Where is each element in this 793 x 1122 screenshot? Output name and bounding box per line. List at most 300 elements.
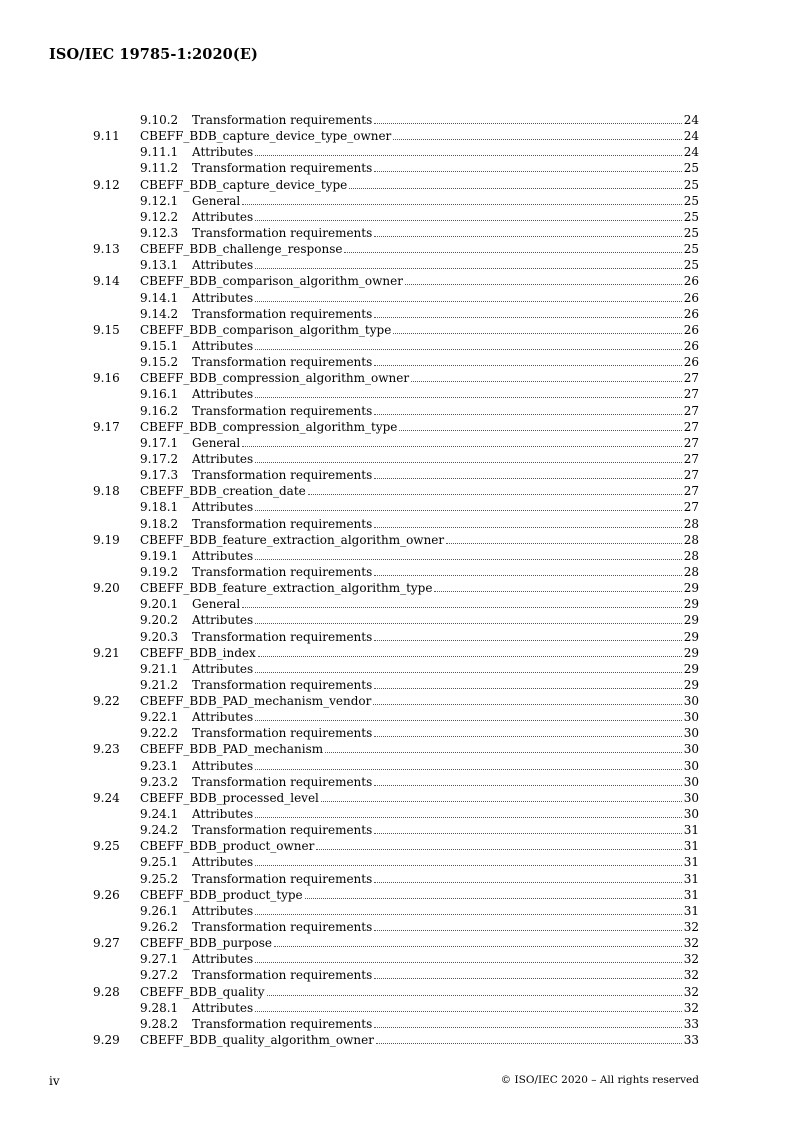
toc-entry-title[interactable]: CBEFF_BDB_feature_extraction_algorithm_type xyxy=(140,581,433,596)
toc-entry-title[interactable]: Attributes xyxy=(192,661,254,676)
toc-entry-number: 9.15.2 xyxy=(140,355,179,370)
toc-entry[interactable] xyxy=(0,806,793,822)
toc-dot-leader xyxy=(434,591,681,592)
toc-entry-line xyxy=(192,903,699,919)
toc-entry[interactable] xyxy=(0,790,793,806)
toc-entry-number: 9.14 xyxy=(93,274,120,289)
toc-entry-title[interactable]: Transformation requirements xyxy=(192,968,373,983)
toc-dot-leader xyxy=(373,704,681,705)
toc-dot-leader xyxy=(258,656,682,657)
toc-entry-number: 9.23.2 xyxy=(140,774,179,789)
toc-entry[interactable] xyxy=(0,774,793,790)
toc-entry-title[interactable]: Attributes xyxy=(192,145,254,160)
toc-entry-page[interactable]: 25 xyxy=(683,193,699,208)
toc-entry-number: 9.24 xyxy=(93,790,120,805)
toc-entry-number: 9.26.1 xyxy=(140,903,179,918)
toc-entry[interactable] xyxy=(0,709,793,725)
toc-entry-page[interactable]: 26 xyxy=(683,306,699,321)
toc-entry-number: 9.16.1 xyxy=(140,387,179,402)
toc-entry-line xyxy=(192,806,699,822)
toc-entry-page[interactable]: 29 xyxy=(683,677,699,692)
toc-entry-number: 9.29 xyxy=(93,1033,120,1048)
toc-entry-title[interactable]: Attributes xyxy=(192,952,254,967)
toc-entry-line xyxy=(192,516,699,532)
toc-dot-leader xyxy=(242,204,681,205)
toc-entry[interactable] xyxy=(0,419,793,435)
toc-entry[interactable] xyxy=(0,225,793,241)
toc-dot-leader xyxy=(255,559,682,560)
toc-entry-page[interactable]: 26 xyxy=(683,338,699,353)
toc-entry-line xyxy=(192,854,699,870)
toc-entry-number: 9.24.1 xyxy=(140,807,179,822)
toc-entry-page[interactable]: 25 xyxy=(683,209,699,224)
toc-dot-leader xyxy=(374,123,681,124)
toc-entry-number: 9.20.3 xyxy=(140,629,179,644)
toc-entry-page[interactable]: 27 xyxy=(683,403,699,418)
toc-entry[interactable] xyxy=(0,1000,793,1016)
toc-entry-number: 9.22.2 xyxy=(140,726,179,741)
toc-entry[interactable] xyxy=(0,322,793,338)
toc-dot-leader xyxy=(374,736,681,737)
toc-entry-title[interactable]: Attributes xyxy=(192,338,254,353)
toc-entry-number: 9.21.2 xyxy=(140,677,179,692)
toc-entry-number: 9.19 xyxy=(93,532,120,547)
toc-entry[interactable] xyxy=(0,1016,793,1032)
toc-entry[interactable] xyxy=(0,483,793,499)
toc-entry-line xyxy=(140,241,699,257)
toc-entry-page[interactable]: 27 xyxy=(683,484,699,499)
toc-entry-title[interactable]: CBEFF_BDB_quality xyxy=(140,984,265,999)
toc-dot-leader xyxy=(374,317,681,318)
toc-dot-leader xyxy=(308,494,682,495)
toc-entry-title[interactable]: Transformation requirements xyxy=(192,774,373,789)
toc-entry-number: 9.26.2 xyxy=(140,920,179,935)
toc-entry[interactable] xyxy=(0,177,793,193)
toc-entry-number: 9.18.2 xyxy=(140,516,179,531)
toc-entry-page[interactable]: 26 xyxy=(683,290,699,305)
toc-entry-page[interactable]: 27 xyxy=(683,451,699,466)
toc-entry[interactable] xyxy=(0,758,793,774)
toc-entry-title[interactable]: CBEFF_BDB_creation_date xyxy=(140,484,306,499)
toc-entry[interactable] xyxy=(0,370,793,386)
toc-entry-number: 9.13.1 xyxy=(140,258,179,273)
toc-entry-line xyxy=(192,758,699,774)
toc-entry-title[interactable]: Attributes xyxy=(192,903,254,918)
toc-entry-line xyxy=(192,871,699,887)
toc-entry-title[interactable]: CBEFF_BDB_comparison_algorithm_owner xyxy=(140,274,403,289)
toc-entry-number: 9.10.2 xyxy=(140,113,179,127)
toc-dot-leader xyxy=(316,849,681,850)
toc-entry-title[interactable]: Transformation requirements xyxy=(192,726,373,741)
toc-entry-number: 9.28.1 xyxy=(140,1000,179,1015)
toc-entry-line xyxy=(192,354,699,370)
toc-entry-line xyxy=(192,709,699,725)
toc-entry-page[interactable]: 29 xyxy=(683,629,699,644)
toc-entry-title[interactable]: CBEFF_BDB_product_owner xyxy=(140,839,315,854)
toc-entry[interactable] xyxy=(0,871,793,887)
toc-entry-page[interactable]: 32 xyxy=(683,952,699,967)
toc-dot-leader xyxy=(374,478,681,479)
toc-entry-page[interactable]: 27 xyxy=(683,468,699,483)
toc-entry-page[interactable]: 26 xyxy=(683,355,699,370)
toc-dot-leader xyxy=(374,575,681,576)
toc-entry-number: 9.22.1 xyxy=(140,710,179,725)
toc-entry-number: 9.24.2 xyxy=(140,823,179,838)
toc-entry[interactable] xyxy=(0,725,793,741)
toc-entry-line xyxy=(140,935,699,951)
toc-entry[interactable] xyxy=(0,306,793,322)
toc-entry-title[interactable]: Attributes xyxy=(192,387,254,402)
toc-entry[interactable] xyxy=(0,677,793,693)
toc-dot-leader xyxy=(374,1027,681,1028)
toc-entry[interactable] xyxy=(0,822,793,838)
toc-entry[interactable] xyxy=(0,741,793,757)
toc-entry-page[interactable]: 33 xyxy=(683,1033,699,1048)
toc-entry-title[interactable]: Transformation requirements xyxy=(192,920,373,935)
toc-entry-line xyxy=(192,661,699,677)
toc-entry-title[interactable]: CBEFF_BDB_challenge_response xyxy=(140,242,343,257)
toc-entry[interactable] xyxy=(0,661,793,677)
toc-entry-title[interactable]: CBEFF_BDB_product_type xyxy=(140,887,303,902)
toc-entry-title[interactable]: Attributes xyxy=(192,290,254,305)
toc-dot-leader xyxy=(255,817,682,818)
toc-entry-line xyxy=(192,386,699,402)
toc-entry[interactable] xyxy=(0,580,793,596)
toc-entry[interactable] xyxy=(0,435,793,451)
toc-entry-title[interactable]: Transformation requirements xyxy=(192,823,373,838)
toc-entry[interactable] xyxy=(0,951,793,967)
toc-entry[interactable] xyxy=(0,612,793,628)
toc-entry[interactable] xyxy=(0,193,793,209)
toc-entry[interactable] xyxy=(0,160,793,176)
toc-entry[interactable] xyxy=(0,693,793,709)
toc-entry-page[interactable]: 27 xyxy=(683,387,699,402)
toc-entry-line xyxy=(192,1016,699,1032)
toc-entry-title[interactable]: Attributes xyxy=(192,500,254,515)
toc-entry-page[interactable]: 27 xyxy=(683,419,699,434)
toc-entry-number: 9.17.3 xyxy=(140,468,179,483)
toc-entry-line xyxy=(192,774,699,790)
toc-entry[interactable] xyxy=(0,241,793,257)
toc-dot-leader xyxy=(376,1043,682,1044)
toc-entry[interactable] xyxy=(0,403,793,419)
toc-entry-number: 9.11.1 xyxy=(140,145,179,160)
toc-entry-page[interactable]: 28 xyxy=(683,516,699,531)
toc-entry-title[interactable]: Transformation requirements xyxy=(192,629,373,644)
toc-entry-line xyxy=(192,725,699,741)
toc-entry-page[interactable]: 32 xyxy=(683,968,699,983)
toc-entry-line xyxy=(192,225,699,241)
footer-page-number: iv xyxy=(49,1074,60,1088)
toc-entry[interactable] xyxy=(0,629,793,645)
footer-copyright: © ISO/IEC 2020 – All rights reserved xyxy=(500,1074,699,1086)
toc-entry-title[interactable]: Transformation requirements xyxy=(192,113,373,127)
toc-entry[interactable] xyxy=(0,338,793,354)
toc-entry-page[interactable]: 25 xyxy=(683,177,699,192)
toc-entry-title[interactable]: General xyxy=(192,193,241,208)
toc-entry-number: 9.18.1 xyxy=(140,500,179,515)
toc-entry-page[interactable]: 24 xyxy=(683,145,699,160)
toc-entry-line xyxy=(192,257,699,273)
toc-entry-page[interactable]: 30 xyxy=(683,694,699,709)
toc-entry-line xyxy=(140,419,699,435)
toc-entry-page[interactable]: 31 xyxy=(683,887,699,902)
toc-entry-page[interactable]: 25 xyxy=(683,258,699,273)
toc-entry[interactable] xyxy=(0,209,793,225)
toc-entry-title[interactable]: Transformation requirements xyxy=(192,225,373,240)
toc-entry-number: 9.12 xyxy=(93,177,120,192)
toc-entry-page[interactable]: 28 xyxy=(683,532,699,547)
toc-entry-title[interactable]: CBEFF_BDB_comparison_algorithm_type xyxy=(140,322,392,337)
toc-entry-title[interactable]: Attributes xyxy=(192,1000,254,1015)
toc-entry-number: 9.23 xyxy=(93,742,120,757)
toc-entry-title[interactable]: Attributes xyxy=(192,758,254,773)
toc-entry-title[interactable]: Transformation requirements xyxy=(192,355,373,370)
toc-entry-page[interactable]: 26 xyxy=(683,322,699,337)
toc-entry-line xyxy=(192,919,699,935)
toc-entry-page[interactable]: 28 xyxy=(683,548,699,563)
toc-entry-line xyxy=(192,306,699,322)
toc-entry-page[interactable]: 31 xyxy=(683,839,699,854)
toc-entry-line xyxy=(192,338,699,354)
toc-entry-page[interactable]: 32 xyxy=(683,1000,699,1015)
toc-entry-page[interactable]: 31 xyxy=(683,903,699,918)
toc-entry[interactable] xyxy=(0,967,793,983)
toc-entry[interactable] xyxy=(0,596,793,612)
toc-entry-number: 9.27 xyxy=(93,936,120,951)
toc-entry-line xyxy=(140,370,699,386)
toc-entry-title[interactable]: Transformation requirements xyxy=(192,306,373,321)
toc-entry-number: 9.17.1 xyxy=(140,435,179,450)
toc-entry[interactable] xyxy=(0,645,793,661)
toc-entry-title[interactable]: Attributes xyxy=(192,451,254,466)
toc-entry[interactable] xyxy=(0,548,793,564)
toc-entry-page[interactable]: 24 xyxy=(683,113,699,127)
toc-entry-number: 9.21.1 xyxy=(140,661,179,676)
toc-entry[interactable] xyxy=(0,516,793,532)
toc-dot-leader xyxy=(374,688,681,689)
toc-entry-title[interactable]: CBEFF_BDB_processed_level xyxy=(140,790,319,805)
toc-entry-line xyxy=(140,580,699,596)
toc-entry[interactable] xyxy=(0,273,793,289)
toc-entry-page[interactable]: 33 xyxy=(683,1016,699,1031)
toc-entry-number: 9.28.2 xyxy=(140,1016,179,1031)
toc-entry-line xyxy=(192,209,699,225)
toc-entry-number: 9.28 xyxy=(93,984,120,999)
toc-dot-leader xyxy=(374,640,681,641)
toc-dot-leader xyxy=(255,769,682,770)
toc-entry-title[interactable]: Attributes xyxy=(192,258,254,273)
toc-entry-title[interactable]: Transformation requirements xyxy=(192,1016,373,1031)
toc-entry-line xyxy=(140,838,699,854)
toc-entry[interactable] xyxy=(0,467,793,483)
toc-entry-line xyxy=(192,451,699,467)
toc-entry-page[interactable]: 27 xyxy=(683,500,699,515)
toc-entry-title[interactable]: Transformation requirements xyxy=(192,677,373,692)
toc-entry-line xyxy=(192,403,699,419)
toc-entry-title[interactable]: CBEFF_BDB_compression_algorithm_type xyxy=(140,419,398,434)
toc-entry-page[interactable]: 29 xyxy=(683,597,699,612)
toc-entry-page[interactable]: 27 xyxy=(683,371,699,386)
toc-entry-page[interactable]: 27 xyxy=(683,435,699,450)
toc-entry-number: 9.14.2 xyxy=(140,306,179,321)
toc-entry-page[interactable]: 30 xyxy=(683,710,699,725)
toc-entry-title[interactable]: General xyxy=(192,435,241,450)
toc-entry[interactable] xyxy=(0,887,793,903)
toc-entry-number: 9.17.2 xyxy=(140,451,179,466)
toc-entry[interactable] xyxy=(0,903,793,919)
toc-entry-line xyxy=(140,984,699,1000)
toc-entry-number: 9.16.2 xyxy=(140,403,179,418)
toc-entry-title[interactable]: Transformation requirements xyxy=(192,564,373,579)
toc-entry[interactable] xyxy=(0,984,793,1000)
toc-entry-page[interactable]: 32 xyxy=(683,920,699,935)
toc-entry-page[interactable]: 31 xyxy=(683,871,699,886)
toc-entry-number: 9.12.2 xyxy=(140,209,179,224)
toc-entry-line xyxy=(192,629,699,645)
toc-entry-page[interactable]: 32 xyxy=(683,936,699,951)
toc-entry-number: 9.19.2 xyxy=(140,564,179,579)
toc-entry-line xyxy=(140,128,699,144)
toc-dot-leader xyxy=(393,333,681,334)
toc-entry-page[interactable]: 29 xyxy=(683,613,699,628)
toc-entry-line xyxy=(140,645,699,661)
toc-entry[interactable] xyxy=(0,499,793,515)
toc-entry-page[interactable]: 31 xyxy=(683,823,699,838)
toc-entry-title[interactable]: General xyxy=(192,597,241,612)
toc-entry-line xyxy=(140,1032,699,1048)
toc-entry[interactable] xyxy=(0,144,793,160)
toc-entry-number: 9.12.3 xyxy=(140,225,179,240)
toc-dot-leader xyxy=(255,349,682,350)
toc-entry-line xyxy=(192,548,699,564)
toc-entry-number: 9.22 xyxy=(93,694,120,709)
toc-entry-page[interactable]: 29 xyxy=(683,661,699,676)
toc-dot-leader xyxy=(399,430,681,431)
toc-entry-number: 9.15.1 xyxy=(140,338,179,353)
toc-entry-number: 9.15 xyxy=(93,322,120,337)
toc-entry-title[interactable]: CBEFF_BDB_compression_algorithm_owner xyxy=(140,371,410,386)
toc-entry-title[interactable]: Transformation requirements xyxy=(192,871,373,886)
toc-entry-title[interactable]: Attributes xyxy=(192,710,254,725)
toc-entry-line xyxy=(140,887,699,903)
toc-entry-title[interactable]: Transformation requirements xyxy=(192,403,373,418)
toc-entry[interactable] xyxy=(0,257,793,273)
toc-entry[interactable] xyxy=(0,112,793,128)
toc-entry[interactable] xyxy=(0,935,793,951)
toc-entry-title[interactable]: Transformation requirements xyxy=(192,516,373,531)
toc-dot-leader xyxy=(305,898,682,899)
toc-entry-number: 9.11 xyxy=(93,129,120,144)
toc-entry-page[interactable]: 31 xyxy=(683,855,699,870)
toc-entry[interactable] xyxy=(0,919,793,935)
toc-entry-page[interactable]: 30 xyxy=(683,742,699,757)
toc-dot-leader xyxy=(255,301,682,302)
toc-entry-title[interactable]: CBEFF_BDB_index xyxy=(140,645,256,660)
toc-entry-title[interactable]: CBEFF_BDB_capture_device_type xyxy=(140,177,348,192)
toc-entry-title[interactable]: CBEFF_BDB_capture_device_type_owner xyxy=(140,129,392,144)
toc-entry-page[interactable]: 28 xyxy=(683,564,699,579)
toc-entry[interactable] xyxy=(0,838,793,854)
toc-entry-number: 9.26 xyxy=(93,887,120,902)
toc-entry[interactable] xyxy=(0,386,793,402)
toc-entry-title[interactable]: Attributes xyxy=(192,855,254,870)
toc-dot-leader xyxy=(374,527,681,528)
toc-entry-page[interactable]: 30 xyxy=(683,774,699,789)
toc-entry-page[interactable]: 30 xyxy=(683,807,699,822)
toc-entry-page[interactable]: 25 xyxy=(683,242,699,257)
toc-entry-line xyxy=(192,435,699,451)
toc-entry-line xyxy=(192,967,699,983)
toc-entry[interactable] xyxy=(0,354,793,370)
toc-entry-title[interactable]: Transformation requirements xyxy=(192,161,373,176)
toc-entry-page[interactable]: 29 xyxy=(683,645,699,660)
toc-entry[interactable] xyxy=(0,854,793,870)
toc-entry-page[interactable]: 29 xyxy=(683,581,699,596)
toc-dot-leader xyxy=(405,284,682,285)
toc-entry-number: 9.20.1 xyxy=(140,597,179,612)
toc-dot-leader xyxy=(446,543,682,544)
toc-entry-title[interactable]: CBEFF_BDB_PAD_mechanism_vendor xyxy=(140,694,372,709)
toc-entry-number: 9.27.1 xyxy=(140,952,179,967)
toc-entry-title[interactable]: Attributes xyxy=(192,613,254,628)
toc-entry-page[interactable]: 32 xyxy=(683,984,699,999)
toc-dot-leader xyxy=(255,865,682,866)
toc-entry-title[interactable]: CBEFF_BDB_purpose xyxy=(140,936,272,951)
toc-entry-page[interactable]: 25 xyxy=(683,225,699,240)
toc-entry-line xyxy=(192,193,699,209)
toc-entry[interactable] xyxy=(0,290,793,306)
toc-entry-page[interactable]: 26 xyxy=(683,274,699,289)
toc-entry-title[interactable]: Transformation requirements xyxy=(192,468,373,483)
toc-dot-leader xyxy=(255,720,682,721)
toc-entry-page[interactable]: 25 xyxy=(683,161,699,176)
toc-entry-title[interactable]: CBEFF_BDB_PAD_mechanism xyxy=(140,742,324,757)
toc-entry[interactable] xyxy=(0,532,793,548)
toc-entry-number: 9.21 xyxy=(93,645,120,660)
toc-dot-leader xyxy=(374,785,681,786)
toc-entry-number: 9.23.1 xyxy=(140,758,179,773)
toc-entry-page[interactable]: 24 xyxy=(683,129,699,144)
toc-entry-title[interactable]: CBEFF_BDB_quality_algorithm_owner xyxy=(140,1033,374,1048)
toc-entry-page[interactable]: 30 xyxy=(683,758,699,773)
toc-entry-line xyxy=(140,322,699,338)
toc-dot-leader xyxy=(374,171,681,172)
toc-entry-title[interactable]: CBEFF_BDB_feature_extraction_algorithm_owner xyxy=(140,532,445,547)
toc-entry-page[interactable]: 30 xyxy=(683,790,699,805)
toc-entry-page[interactable]: 30 xyxy=(683,726,699,741)
toc-dot-leader xyxy=(344,252,681,253)
toc-dot-leader xyxy=(255,672,682,673)
toc-entry-line xyxy=(140,532,699,548)
toc-entry[interactable] xyxy=(0,451,793,467)
toc-entry-number: 9.12.1 xyxy=(140,193,179,208)
toc-dot-leader xyxy=(393,139,681,140)
toc-dot-leader xyxy=(325,752,682,753)
toc-entry-title[interactable]: Attributes xyxy=(192,548,254,563)
toc-entry-title[interactable]: Attributes xyxy=(192,807,254,822)
toc-entry-number: 9.17 xyxy=(93,419,120,434)
toc-entry-line xyxy=(192,612,699,628)
toc-entry-line xyxy=(140,177,699,193)
toc-entry-number: 9.16 xyxy=(93,371,120,386)
toc-dot-leader xyxy=(411,381,682,382)
toc-dot-leader xyxy=(255,1011,682,1012)
toc-entry[interactable] xyxy=(0,1032,793,1048)
toc-entry[interactable] xyxy=(0,128,793,144)
toc-entry[interactable] xyxy=(0,564,793,580)
toc-entry-title[interactable]: Attributes xyxy=(192,209,254,224)
